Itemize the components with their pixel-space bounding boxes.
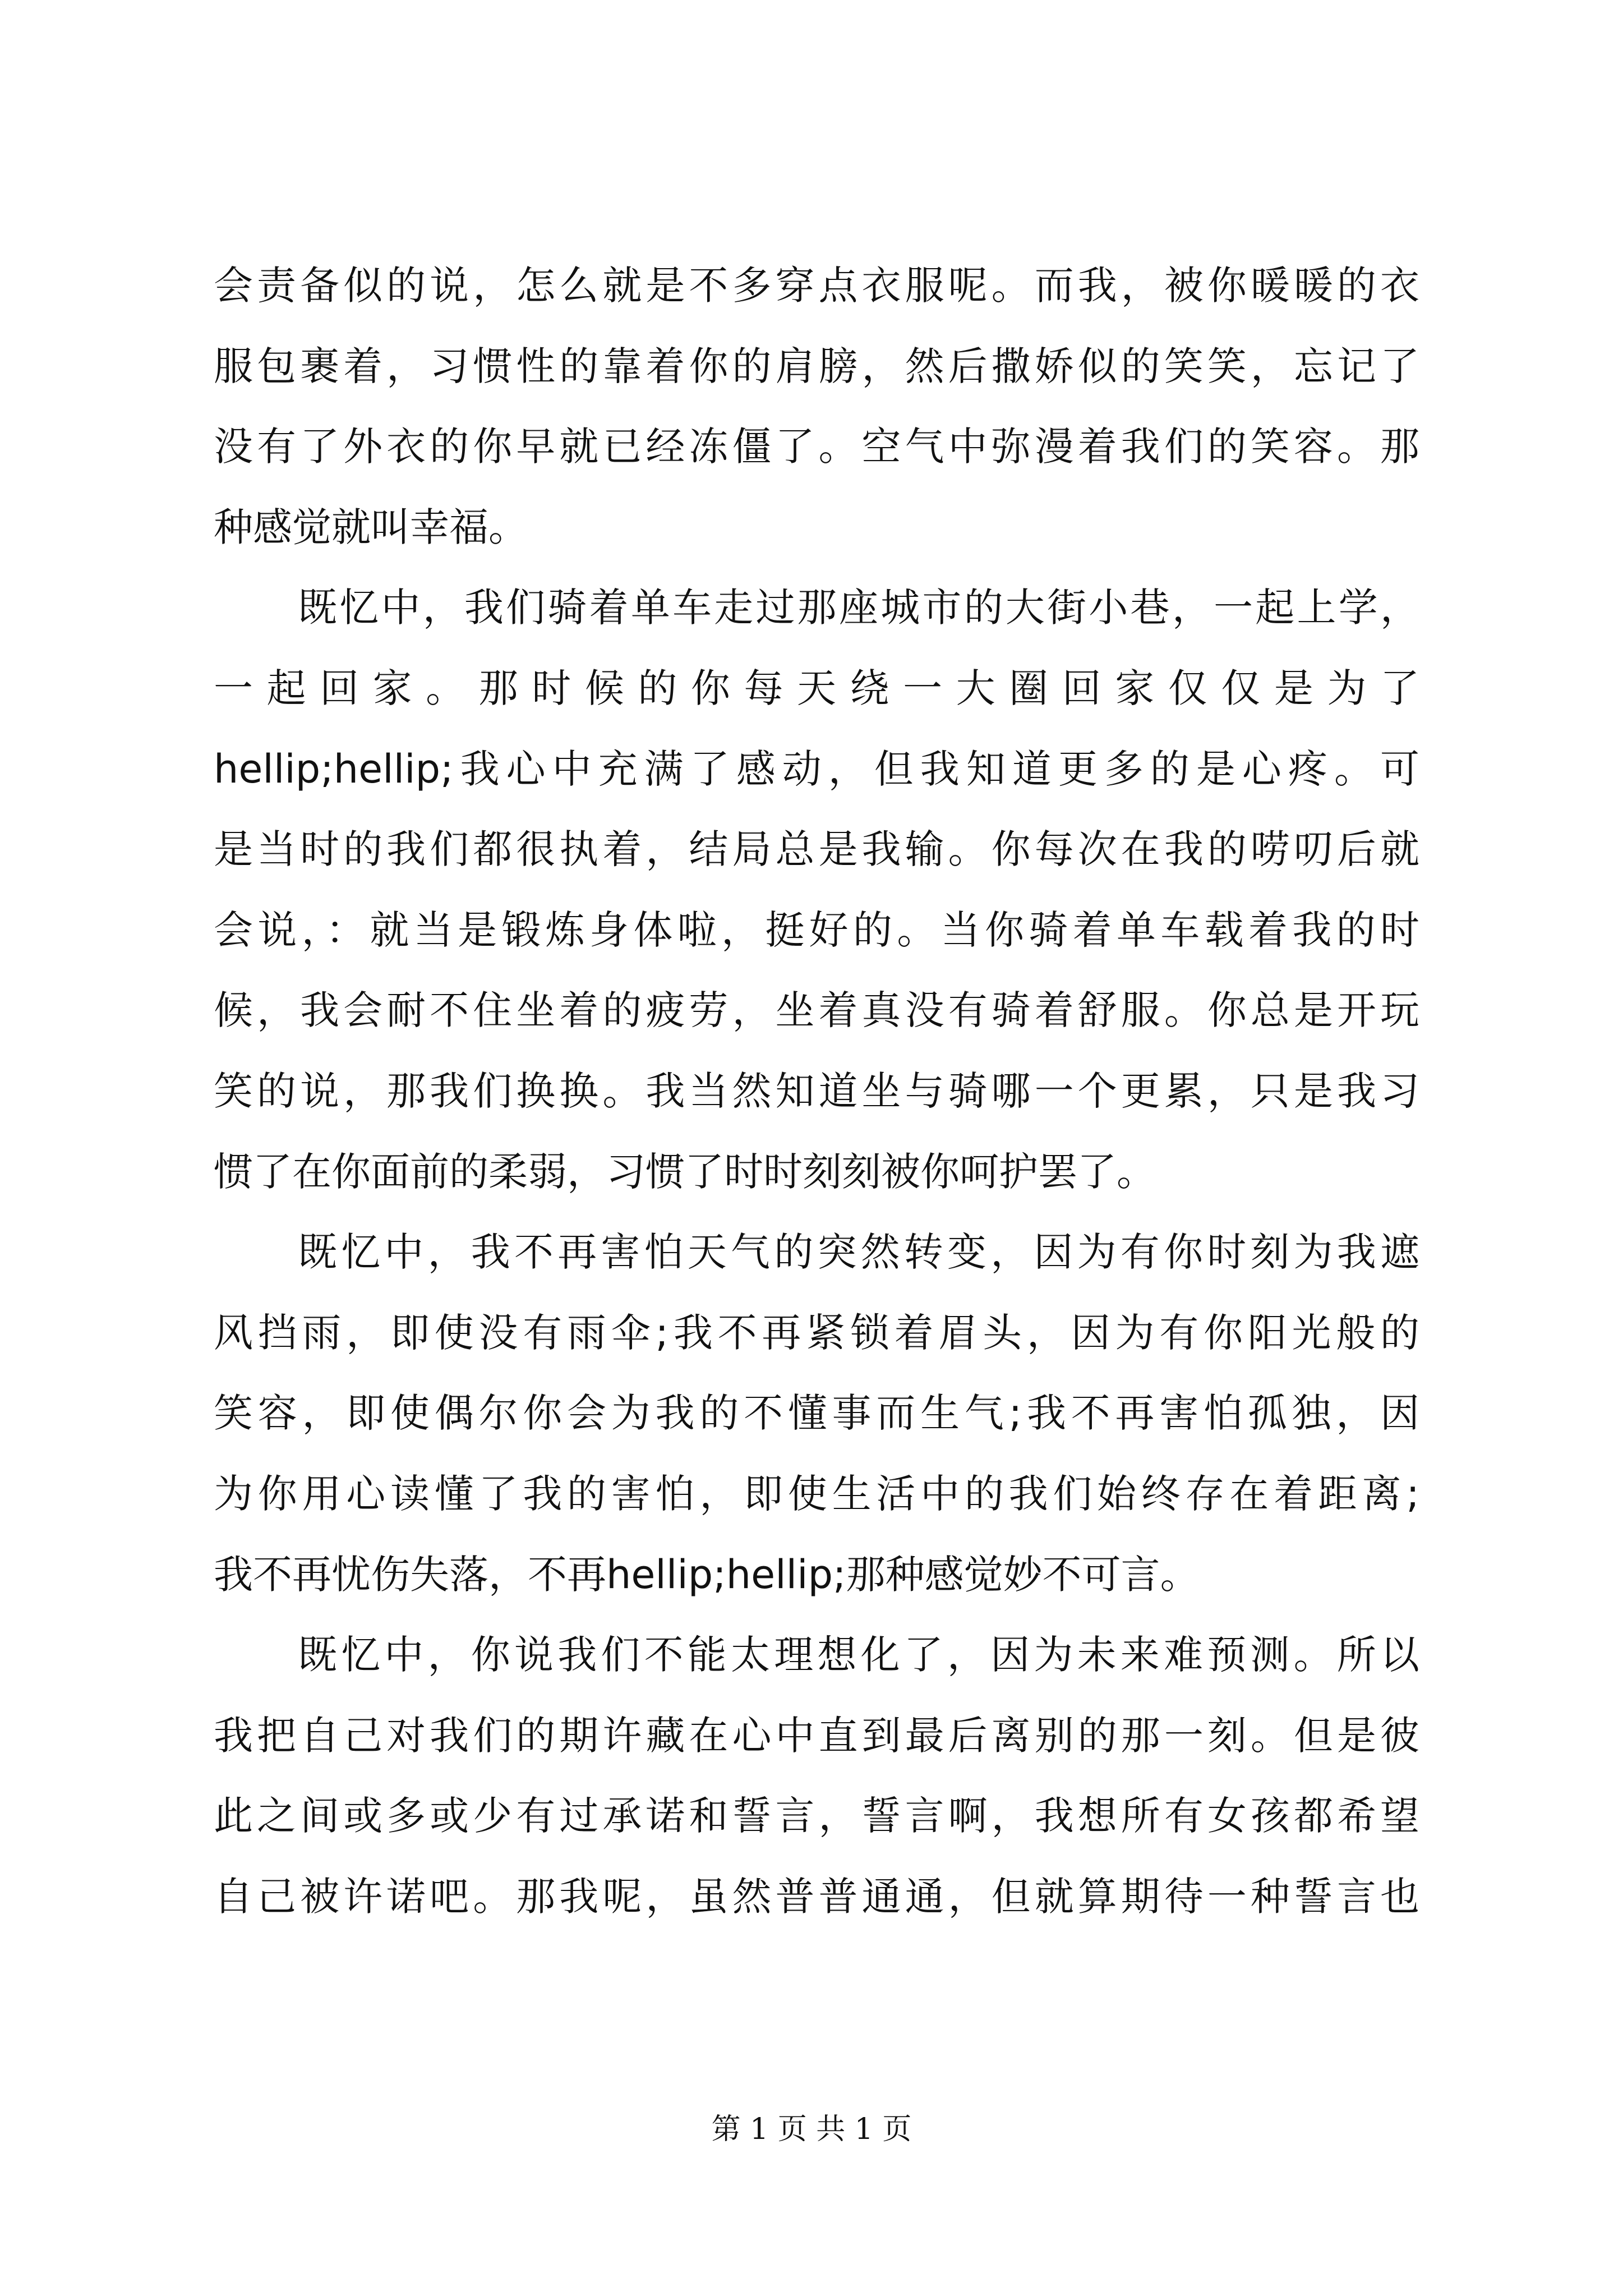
text-line: 会说，：就当是锻炼身体啦，挺好的。当你骑着单车载着我的时: [214, 907, 1419, 953]
text-line: 种感觉就叫幸福。: [214, 504, 528, 550]
text-line: 我不再忧伤失落，不再hellip;hellip;那种感觉妙不可言。: [214, 1551, 1200, 1598]
text-line: 一起回家。那时候的你每天绕一大圈回家仅仅是为了: [214, 665, 1419, 711]
page-footer: [0, 2110, 1623, 2149]
text-line: 风挡雨，即使没有雨伞;我不再紧锁着眉头，因为有你阳光般的: [214, 1309, 1419, 1356]
text-line: 笑的说，那我们换换。我当然知道坐与骑哪一个更累，只是我习: [214, 1068, 1419, 1114]
text-line: 为你用心读懂了我的害怕，即使生活中的我们始终存在着距离;: [214, 1470, 1419, 1517]
text-line: hellip;hellip;我心中充满了感动，但我知道更多的是心疼。可: [214, 746, 1419, 792]
text-line: 没有了外衣的你早就已经冻僵了。空气中弥漫着我们的笑容。那: [214, 424, 1419, 470]
text-line: 候，我会耐不住坐着的疲劳，坐着真没有骑着舒服。你总是开玩: [214, 987, 1419, 1034]
text-line: 既忆中，你说我们不能太理想化了，因为未来难预测。所以: [298, 1632, 1419, 1678]
text-line: 既忆中，我们骑着单车走过那座城市的大街小巷，一起上学，: [298, 585, 1419, 631]
text-line: 我把自己对我们的期许藏在心中直到最后离别的那一刻。但是彼: [214, 1712, 1419, 1759]
text-line: 此之间或多或少有过承诺和誓言，誓言啊，我想所有女孩都希望: [214, 1793, 1419, 1839]
text-line: 会责备似的说，怎么就是不多穿点衣服呢。而我，被你暖暖的衣: [214, 263, 1419, 309]
text-line: 服包裹着，习惯性的靠着你的肩膀，然后撒娇似的笑笑，忘记了: [214, 343, 1419, 389]
page-number-label: 第 1 页 共 1 页: [711, 2113, 912, 2146]
text-line: 笑容，即使偶尔你会为我的不懂事而生气;我不再害怕孤独，因: [214, 1390, 1419, 1437]
text-line: 自己被许诺吧。那我呢，虽然普普通通，但就算期待一种誓言也: [214, 1873, 1419, 1920]
text-line: 既忆中，我不再害怕天气的突然转变，因为有你时刻为我遮: [298, 1229, 1419, 1276]
body-text: [214, 246, 1419, 1937]
text-line: 是当时的我们都很执着，结局总是我输。你每次在我的唠叨后就: [214, 826, 1419, 873]
text-line: 惯了在你面前的柔弱，习惯了时时刻刻被你呵护罢了。: [214, 1148, 1156, 1195]
